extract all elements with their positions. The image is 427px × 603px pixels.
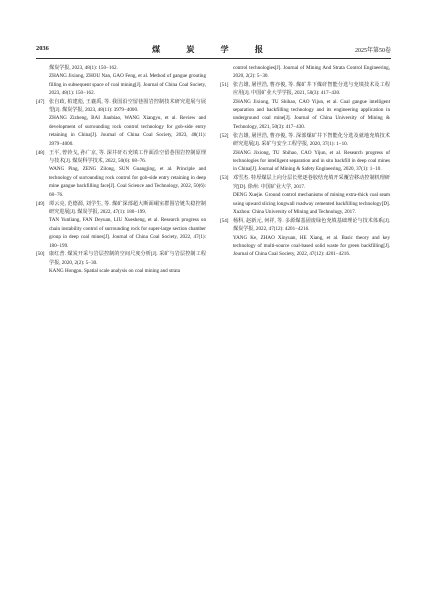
reference-line: ZHANG Jixiong, TU Shihao, CAO Yijun, et al. Coal gangue intelligent separation and backfilling technology and its engineering application in underground coal mine[J]. Journal of China University of Mining & Technology, 2021, 50(3): 417−430. bbox=[233, 98, 390, 130]
reference-item bbox=[36, 149, 206, 199]
reference-line: 张吉雄, 屠世浩, 曹亦俊, 等. 深部煤矿井下智能化分选及就地充填技术研究进展[J]. 采矿与安全工程学报, 2020, 37(1): 1−10. bbox=[233, 132, 390, 148]
reference-item bbox=[36, 250, 206, 275]
reference-item bbox=[220, 217, 390, 259]
reference-line: TAN Yunliang, FAN Deyuan, LIU Xuesheng, et al. Research progress on chain instability control of surrounding rock for super-large section chamber group in deep coal mines[J]. Journal of China Coal Society, 2022, 47(1): 180−199. bbox=[49, 217, 206, 249]
reference-item bbox=[220, 132, 390, 174]
reference-line: KANG Hongpu. Spatial scale analysis on coal mining and strata bbox=[49, 268, 180, 275]
reference-item bbox=[36, 98, 206, 148]
reference-item bbox=[220, 174, 390, 216]
volume-issue: 2025年第50卷 bbox=[354, 48, 391, 54]
reference-number: [52] bbox=[220, 132, 229, 139]
page-number: 2036 bbox=[36, 45, 49, 52]
page-header bbox=[36, 44, 391, 59]
reference-number: [51] bbox=[220, 81, 229, 88]
reference-number: [48] bbox=[36, 149, 45, 156]
reference-number: [49] bbox=[36, 200, 45, 207]
reference-continuation bbox=[220, 64, 390, 81]
reference-line: 张吉雄, 屠世浩, 曹亦俊, 等. 煤矿井下煤矸智能分选与充填技术及工程应用[J]. 中国矿业大学学报, 2021, 50(3): 417−430. bbox=[233, 81, 390, 97]
right-column bbox=[220, 64, 390, 259]
reference-continuation bbox=[36, 64, 206, 98]
reference-line: 杨科, 赵新元, 何祥, 等. 多源煤基固废绿色充填基础理论与技术体系[J]. 煤炭学报, 2022, 47(12): 4201−4216. bbox=[233, 217, 390, 233]
left-column bbox=[36, 64, 206, 276]
reference-item bbox=[220, 81, 390, 131]
reference-line: control technologies[J]. Journal of Mining And Strata Control Engineering, 2020, 2(2): 5−30. bbox=[233, 65, 390, 80]
reference-line: 康红普. 煤炭开采与岩层控制的空间尺度分析[J]. 采矿与岩层控制工程学报, 2020, 2(2): 5−30. bbox=[49, 251, 206, 266]
reference-line: YANG Ke, ZHAO Xinyuan, HE Xiang, et al. Basic theory and key technology of multi-source coal-based solid waste for green backfilling[J]. Journal of China Coal Society, 2022, 47(12): 4201−4216. bbox=[233, 234, 390, 258]
reference-line: DENG Xuejie. Ground control mechanisms of mining extra-thick coal seam using upward slicing longwall roadway cemented backfilling technology[D]. Xuzhou: China University of Mining and Technology, 2017. bbox=[233, 192, 390, 215]
reference-number: [54] bbox=[220, 217, 229, 224]
reference-line: 煤炭学报, 2023, 48(1): 150−162. bbox=[49, 65, 118, 71]
reference-line: WANG Ping, ZENG Zilong, SUN Guangjing, et al. Principle and technology of surrounding rock control for gob-side entry retaining in deep mine gangue backfilling face[J]. Coal Science and Technology, 2022, 50(6): 68−76. bbox=[49, 166, 206, 198]
reference-line: 邓雪杰. 特厚煤层上向分层长壁逐巷胶结充填开采覆岩移动控制机理研究[D]. 徐州: 中国矿业大学, 2017. bbox=[233, 175, 390, 190]
reference-number: [47] bbox=[36, 98, 45, 105]
reference-number: [50] bbox=[36, 251, 45, 258]
journal-title: 煤 炭 学 报 bbox=[152, 45, 275, 54]
reference-line: 谭云亮, 范德源, 刘学生, 等. 煤矿深部超大断面硐室群围岩链失稳控制研究进展[J]. 煤炭学报, 2022, 47(1): 180−199. bbox=[49, 200, 206, 215]
reference-line: ZHANG Jixiong, TU Shihao, CAO Yijun, et al. Research progress of technologies for intelligent separation and in situ backfill in deep coal mines in China[J]. Journal of Mining & Safety Engineering, 2020, 37(1): 1−10. bbox=[233, 149, 390, 173]
reference-line: ZHANG Zizheng, BAI Jianbiao, WANG Xiangyu, et al. Review and development of surrounding rock control technology for gob-side entry retaining in China[J]. Journal of China Coal Society, 2023, 48(11): 3979−4000. bbox=[49, 115, 206, 147]
reference-number: [53] bbox=[220, 175, 229, 182]
reference-item bbox=[36, 200, 206, 250]
reference-line: 张自政, 柏建彪, 王襄禹, 等. 我国沿空留巷围岩控制技术研究进展与展望[J]. 煤炭学报, 2023, 48(11): 3979−4000. bbox=[49, 98, 206, 114]
reference-line: 王平, 曾铃戈, 孙广京, 等. 深井矸石充填工作面沿空留巷围岩控制原理与技术[J]. 煤炭科学技术, 2022, 50(6): 68−76. bbox=[49, 149, 206, 164]
reference-line: ZHANG Jixiong, ZHOU Nan, GAO Feng, et al. Method of gangue grouting filling in subsequent space of coal mining[J]. Journal of China Coal Society, 2023, 48(1): 150−162. bbox=[49, 73, 206, 97]
